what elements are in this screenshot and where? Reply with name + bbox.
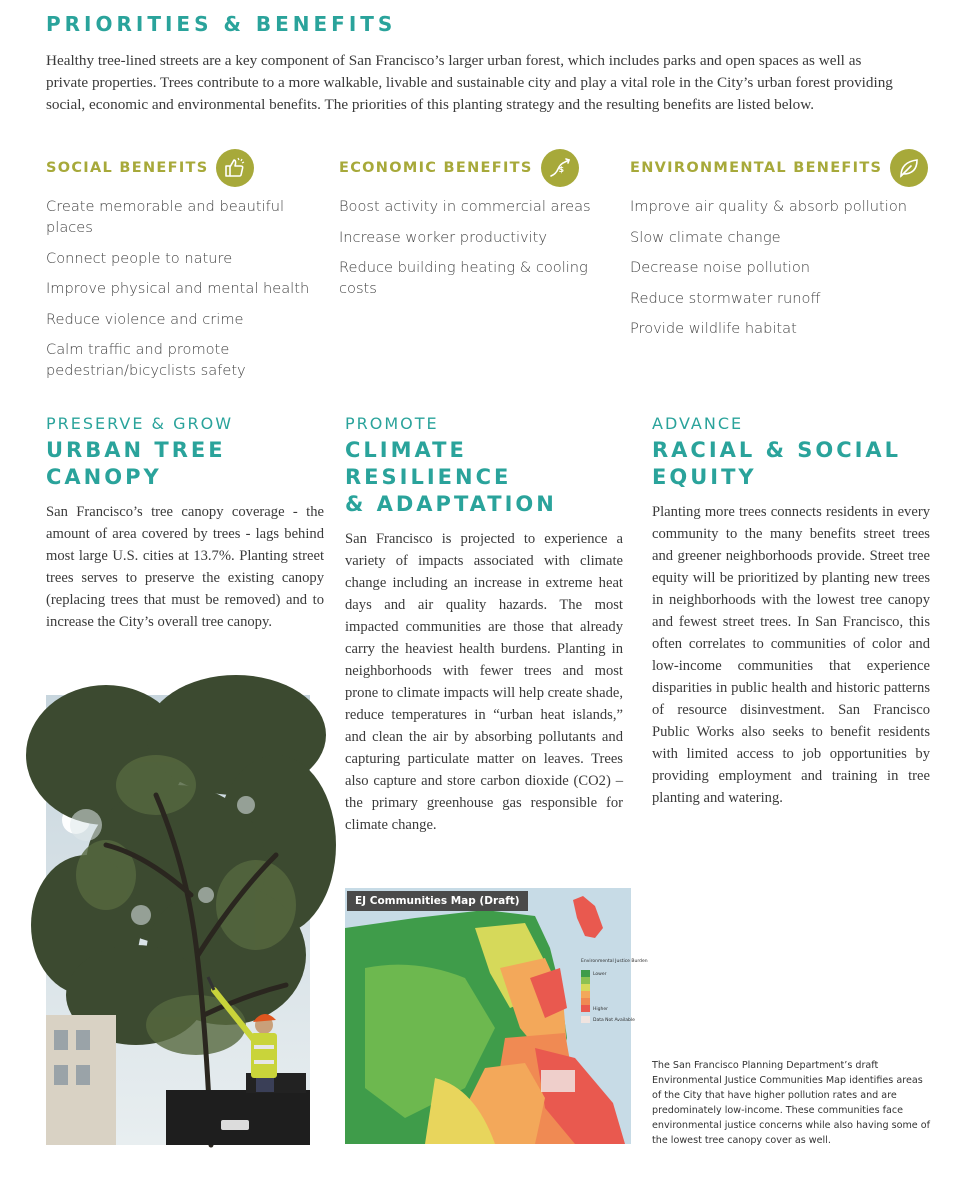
- section-title: [46, 437, 324, 491]
- list-item: Connect people to nature: [46, 249, 233, 267]
- section-title-line: RACIAL & SOCIAL: [652, 438, 902, 462]
- map-caption: The San Francisco Planning Department’s draft Environmental Justice Communities Map identifies areas of the City that have higher pollution rates and are predominately low-income. These communities face environmental justice concerns while also having some of the lowest tree canopy cover as well.: [652, 1060, 931, 1146]
- svg-text:$: $: [558, 165, 564, 174]
- intro-paragraph: Healthy tree-lined streets are a key component of San Francisco’s larger urban forest, which includes parks and open spaces as well as private properties. Trees contribute to a more walkable, livable and sustainable city and play a vital role in the City’s urban forest providing social, economic and environmental benefits. The priorities of this planting strategy and the resulting benefits are listed below.: [46, 52, 893, 113]
- list-item: Reduce building heating & cooling costs: [339, 259, 588, 297]
- map-label: EJ Communities Map (Draft): [347, 891, 528, 911]
- money-growth-icon: [541, 149, 579, 187]
- environmental-benefits-list: [630, 196, 912, 339]
- social-benefits-column: [46, 146, 328, 391]
- map-legend-title: Environmental Justice Burden: [581, 959, 648, 964]
- section-title-line: & ADAPTATION: [345, 492, 557, 516]
- section-body: San Francisco’s tree canopy coverage - the amount of area covered by trees - lags behind most large U.S. cities at 13.7%. Planting street trees serves to preserve the existing canopy (replacing trees that must be removed) and to increase the City’s overall tree canopy.: [46, 504, 324, 630]
- social-benefits-list: [46, 196, 328, 381]
- list-item: Provide wildlife habitat: [630, 320, 797, 337]
- section-body: Planting more trees connects residents in every community to the many benefits street trees and greener neighborhoods provide. Street tree equity will be prioritized by planting new trees in neighborhoods with the lowest tree canopy and fewest street trees. In San Francisco, this often correlates to communities of color and low-income communities that experience disparities in public health and historic patterns of resource disinvestment. San Francisco Public Works also seeks to benefit residents with limited access to job opportunities by providing employment and training in tree planting and watering.: [652, 504, 930, 806]
- list-item: Boost activity in commercial areas: [339, 198, 591, 215]
- section-kicker: PRESERVE & GROW: [46, 414, 234, 433]
- list-item: Create memorable and beautiful places: [46, 198, 285, 236]
- economic-benefits-list: [339, 196, 621, 299]
- ej-communities-map: [345, 888, 648, 1144]
- page-title: PRIORITIES & BENEFITS: [46, 12, 397, 36]
- economic-benefits-title: ECONOMIC BENEFITS: [339, 160, 533, 176]
- map-legend-item: Data Not Available: [593, 1018, 635, 1023]
- section-title: [345, 437, 623, 518]
- environmental-benefits-title: ENVIRONMENTAL BENEFITS: [630, 160, 883, 176]
- social-benefits-title: SOCIAL BENEFITS: [46, 160, 209, 176]
- list-item: Improve air quality & absorb pollution: [630, 198, 908, 215]
- section-title: [652, 437, 930, 491]
- climate-resilience-section: [345, 413, 623, 836]
- section-title-line: CANOPY: [46, 465, 162, 489]
- list-item: Reduce violence and crime: [46, 310, 244, 328]
- thumbs-up-icon: [216, 149, 254, 187]
- racial-social-equity-section: [652, 413, 930, 809]
- section-title-line: EQUITY: [652, 465, 757, 489]
- list-item: Reduce stormwater runoff: [630, 289, 821, 307]
- section-kicker: PROMOTE: [345, 414, 439, 433]
- environmental-benefits-column: [630, 146, 912, 349]
- economic-benefits-column: [339, 146, 621, 309]
- map-legend-item: Lower: [593, 972, 607, 977]
- list-item: Increase worker productivity: [339, 228, 548, 246]
- map-legend-item: Higher: [593, 1007, 608, 1012]
- section-title-line: URBAN TREE: [46, 438, 226, 462]
- tree-worker-photo: [46, 695, 310, 1145]
- section-kicker: ADVANCE: [652, 414, 744, 433]
- list-item: Improve physical and mental health: [46, 280, 310, 297]
- section-body: San Francisco is projected to experience a variety of impacts associated with climate change including an increase in extreme heat days and air quality hazards. The most impacted communities are those that already carry the heaviest health burdens. Planting in neighborhoods with fewer trees and most prone to climate impacts will help create shade, reduce temperatures in “urban heat islands,” and clean the air by absorbing pollutants and capturing particulate matter on leaves. Trees also capture and store carbon dioxide (CO2) – the primary greenhouse gas responsible for climate change.: [345, 531, 623, 833]
- list-item: Decrease noise pollution: [630, 259, 811, 276]
- urban-tree-canopy-section: [46, 413, 324, 633]
- list-item: Calm traffic and promote pedestrian/bicyclists safety: [46, 341, 246, 379]
- section-title-line: CLIMATE RESILIENCE: [345, 438, 512, 489]
- list-item: Slow climate change: [630, 228, 781, 246]
- leaf-icon: [890, 149, 928, 187]
